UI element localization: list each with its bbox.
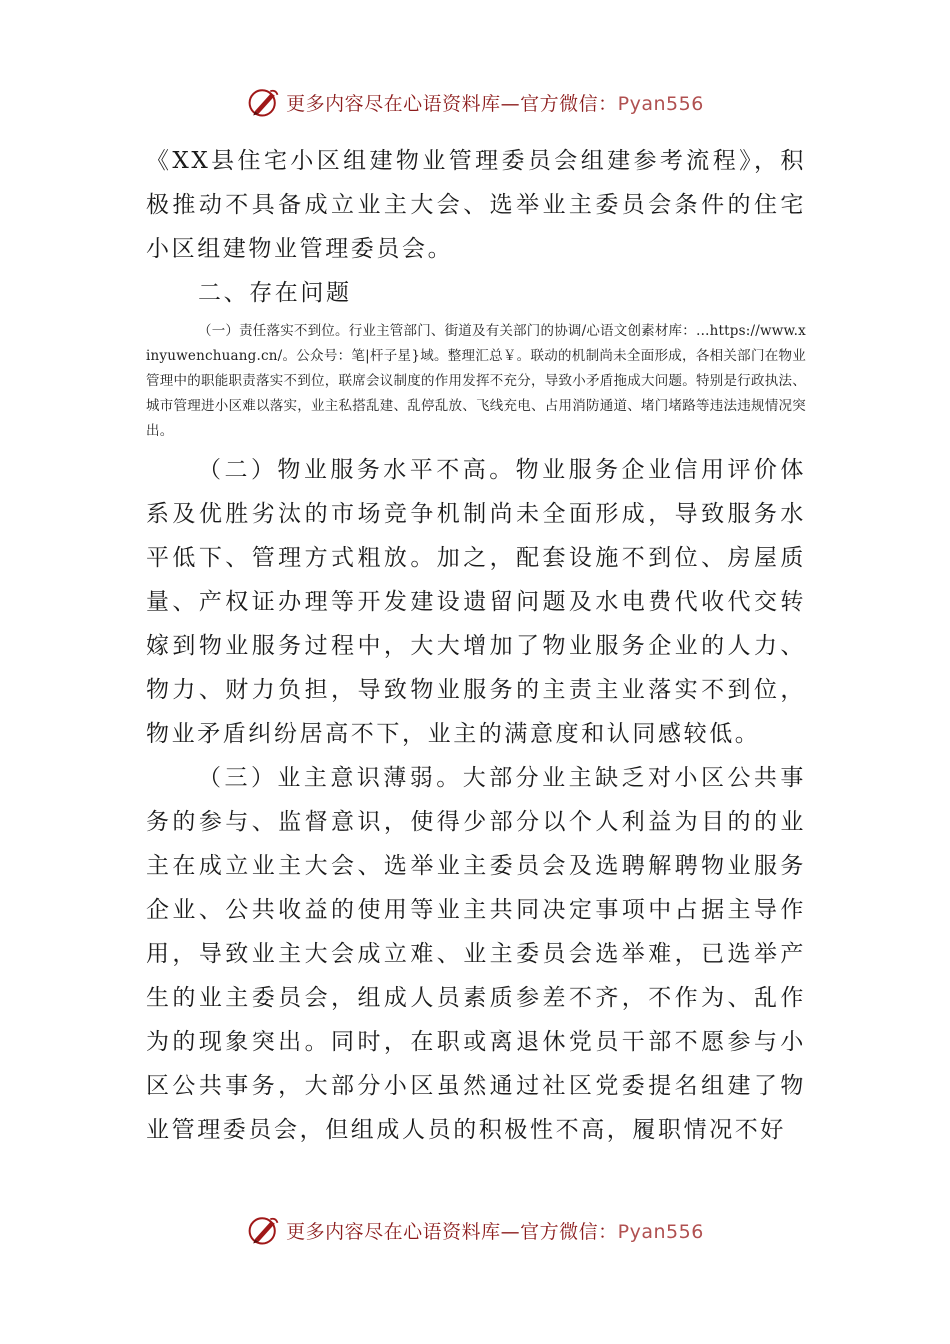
banner-account: Pyan556	[617, 1220, 704, 1243]
paragraph-2: （二）物业服务水平不高。物业服务企业信用评价体系及优胜劣汰的市场竞争机制尚未全面形成，导致服务水平低下、管理方式粗放。加之，配套设施不到位、房屋质量、产权证办理等开发建设遗留问题及水电费代收代交转嫁到物业服务过程中，大大增加了物业服务企业的人力、物力、财力负担，导致物业服务的主责主业落实不到位，物业矛盾纠纷居高不下，业主的满意度和认同感较低。	[146, 457, 806, 747]
banner-account: Pyan556	[617, 92, 704, 115]
paragraph-small-1: （一）责任落实不到位。行业主管部门、街道及有关部门的协调/心语文创素材库：…https://www.xinyuwenchuang.cn/。公众号：笔|杆子星}域。整理汇总￥。联动的机制尚未全面形成，各相关部门在物业管理中的职能职责落实不到位，联席会议制度的作用发挥不充分，导致小矛盾拖成大问题。特别是行政执法、城市管理进小区难以落实，业主私搭乱建、乱停乱放、飞线充电、占用消防通道、堵门堵路等违法违规情况突出。	[146, 323, 806, 439]
header-banner	[0, 82, 950, 122]
footer-banner	[0, 1210, 950, 1250]
paragraph-3: （三）业主意识薄弱。大部分业主缺乏对小区公共事务的参与、监督意识，使得少部分以个人利益为目的的业主在成立业主大会、选举业主委员会及选聘解聘物业服务企业、公共收益的使用等业主共同决定事项中占据主导作用，导致业主大会成立难、业主委员会选举难，已选举产生的业主委员会，组成人员素质参差不齐，不作为、乱作为的现象突出。同时，在职或离退休党员干部不愿参与小区公共事务，大部分小区虽然通过社区党委提名组建了物业管理委员会，但组成人员的积极性不高，履职情况不好	[146, 765, 806, 1143]
document-body	[146, 139, 806, 1152]
pen-logo-icon	[246, 84, 282, 120]
banner-text: 更多内容尽在心语资料库—官方微信：Pyan556	[286, 1220, 704, 1243]
paragraph-1: 《XX县住宅小区组建物业管理委员会组建参考流程》，积极推动不具备成立业主大会、选举业主委员会条件的住宅小区组建物业管理委员会。	[146, 148, 806, 262]
pen-logo-icon	[246, 1212, 282, 1248]
banner-text: 更多内容尽在心语资料库—官方微信：Pyan556	[286, 92, 704, 115]
section-heading-2: 二、存在问题	[198, 280, 352, 306]
